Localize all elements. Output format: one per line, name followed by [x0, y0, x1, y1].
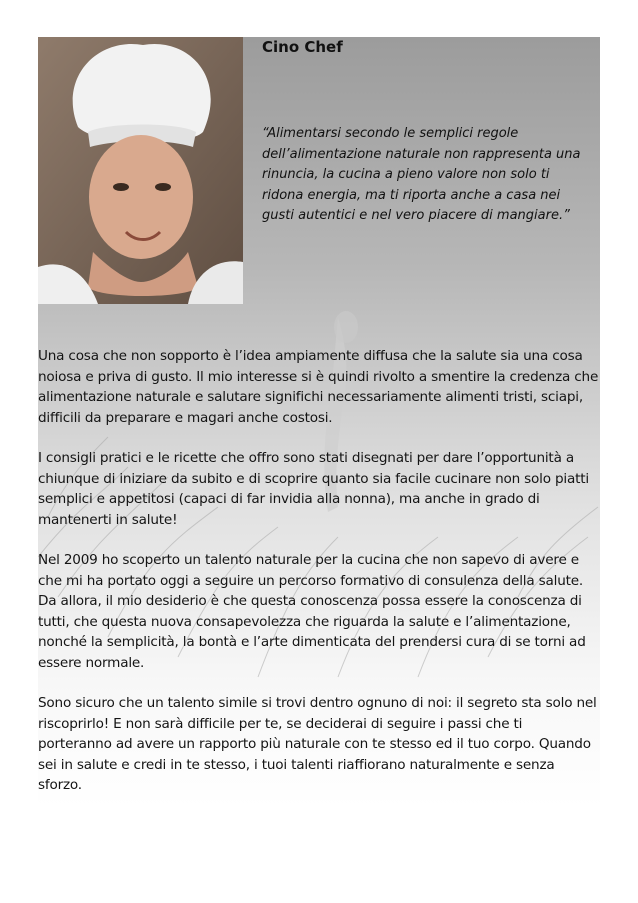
- chef-quote: “Alimentarsi secondo le semplici regole dell’alimentazione naturale non rappresenta una rinuncia, la cucina a pieno valore non solo ti ridona energia, ma ti riporta anche a casa nei gusti autentici e nel vero piacere di mangiare.”: [262, 126, 581, 223]
- paragraph: Una cosa che non sopporto è l’idea ampiamente diffusa che la salute sia una cosa noiosa e priva di gusto. Il mio interesse si è quindi rivolto a smentire la credenza che alimentazione naturale e salutare significhi necessariamente alimenti tristi, sciapi, difficili da preparare e magari anche costosi.: [38, 348, 599, 426]
- paragraph: I consigli pratici e le ricette che offro sono stati disegnati per dare l’opportunità a chiunque di iniziare da subito e di scoprire quanto sia facile cucinare non solo piatti semplici e appetitosi (capaci di far invidia alla nonna), ma anche in grado di mantenerti in salute!: [38, 450, 589, 528]
- body-text: [38, 346, 600, 816]
- paragraph: Sono sicuro che un talento simile si trovi dentro ognuno di noi: il segreto sta solo nel riscoprirlo! E non sarà difficile per te, se deciderai di seguire i passi che ti porteranno ad avere un rapporto più naturale con te stesso ed il tuo corpo. Quando sei in salute e credi in te stesso, i tuoi talenti riaffiorano naturalmente e senza sforzo.: [38, 695, 597, 793]
- author-name: Cino Chef: [262, 38, 343, 56]
- paragraph: Nel 2009 ho scoperto un talento naturale per la cucina che non sapevo di avere e che mi ha portato oggi a seguire un percorso formativo di consulenza della salute. Da allora, il mio desiderio è che questa conoscenza possa essere la conoscenza di tutti, che questa nuova consapevolezza che riguarda la salute e l’alimentazione, nonché la semplicità, la bontà e l’arte dimenticata del prendersi cura di se torni ad essere normale.: [38, 552, 586, 671]
- chef-portrait: [38, 37, 243, 304]
